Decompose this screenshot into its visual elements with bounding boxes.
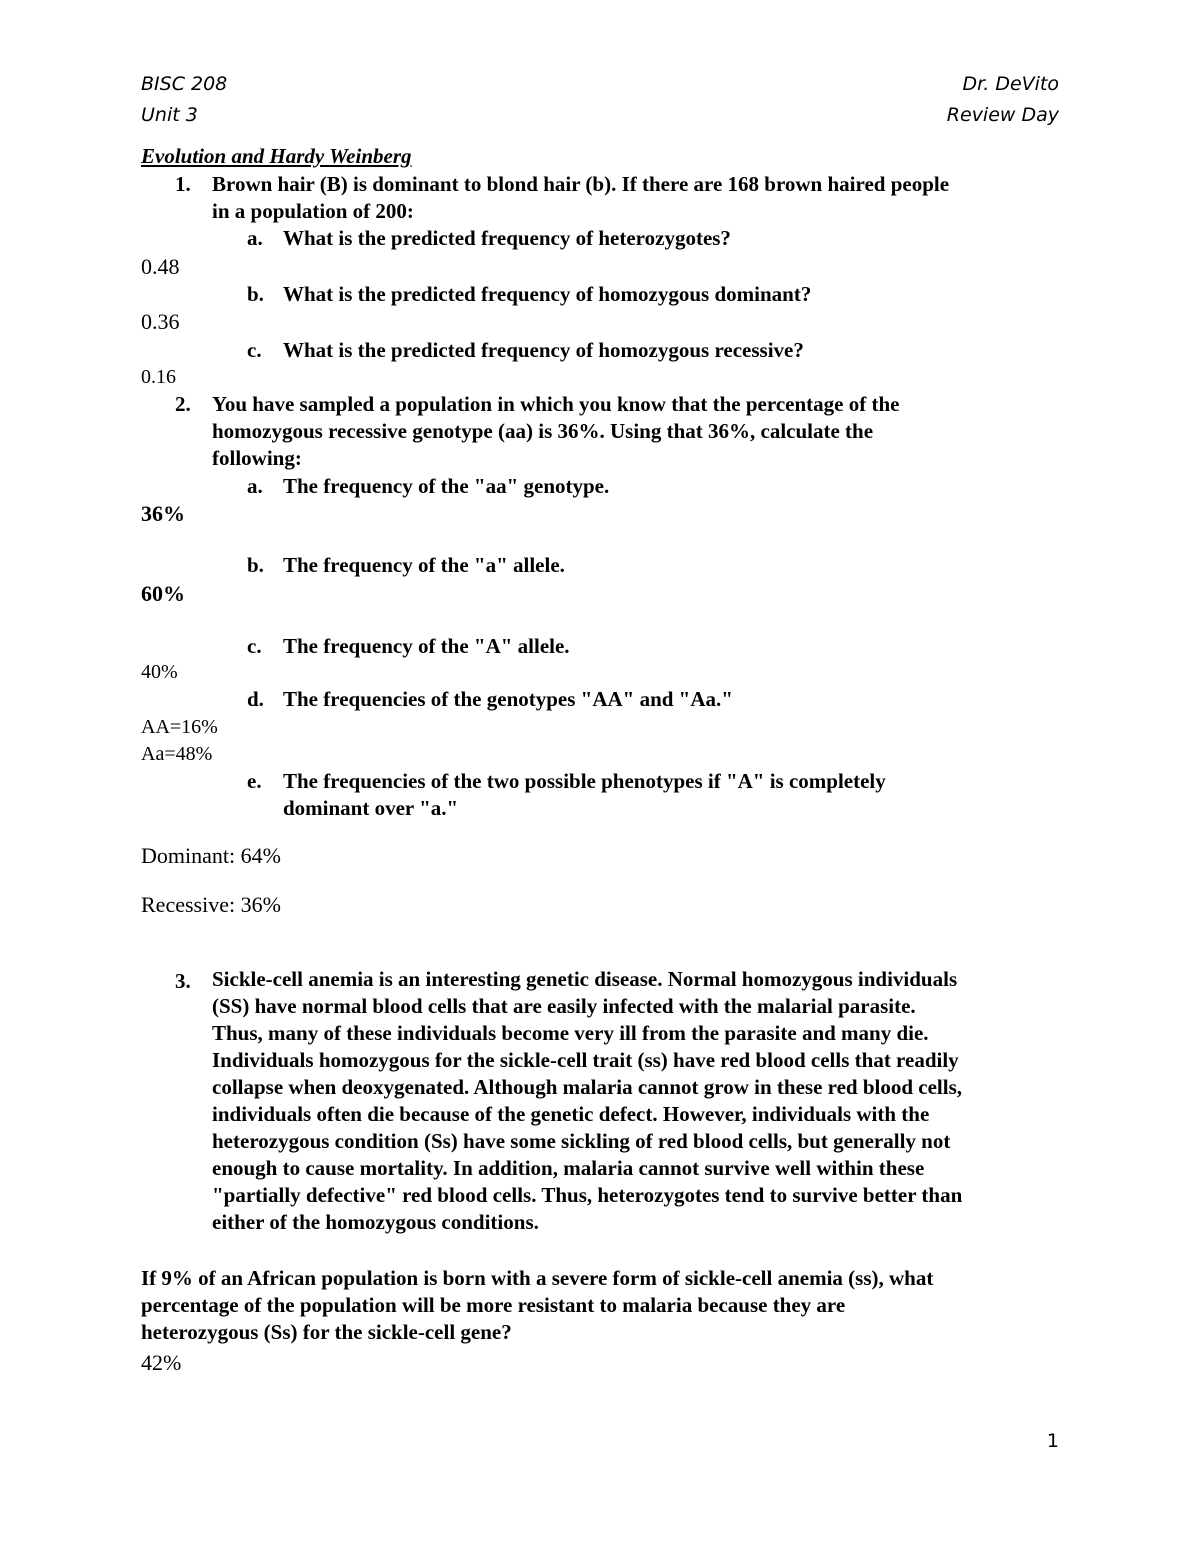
q2d-answer-aa: AA=16% — [141, 716, 218, 738]
q1c-letter: c. — [247, 338, 262, 362]
q2a-text: The frequency of the "aa" genotype. — [283, 474, 610, 498]
q2e-text-line1: The frequencies of the two possible phenotypes if "A" is completely — [283, 769, 886, 793]
q1b-answer: 0.36 — [141, 309, 180, 334]
question-3-paragraph — [212, 966, 1082, 1236]
page-number: 1 — [1046, 1430, 1059, 1452]
question-3-followup — [141, 1265, 1071, 1346]
q1a-answer: 0.48 — [141, 254, 180, 279]
unit-label: Unit 3 — [141, 104, 198, 126]
q2d-letter: d. — [247, 687, 264, 711]
q2b-answer: 60% — [141, 581, 185, 606]
q1b-letter: b. — [247, 282, 264, 306]
q3-followup-line: heterozygous (Ss) for the sickle-cell gene? — [141, 1320, 512, 1344]
q3-line: "partially defective" red blood cells. Thus, heterozygotes tend to survive better than — [212, 1183, 963, 1207]
question-2-text-line1: You have sampled a population in which you know that the percentage of the — [212, 392, 900, 416]
q1b-text: What is the predicted frequency of homozygous dominant? — [283, 282, 812, 306]
q2c-answer: 40% — [141, 661, 178, 683]
q2a-answer: 36% — [141, 501, 185, 526]
q3-line: enough to cause mortality. In addition, malaria cannot survive well within these — [212, 1156, 925, 1180]
q2b-letter: b. — [247, 553, 264, 577]
q3-line: collapse when deoxygenated. Although malaria cannot grow in these red blood cells, — [212, 1075, 963, 1099]
q2e-letter: e. — [247, 769, 262, 793]
q1c-text: What is the predicted frequency of homozygous recessive? — [283, 338, 804, 362]
q1c-answer: 0.16 — [141, 366, 176, 388]
q2c-text: The frequency of the "A" allele. — [283, 634, 570, 658]
q2e-answer-recessive: Recessive: 36% — [141, 892, 281, 917]
question-2-number: 2. — [175, 392, 191, 416]
q3-line: individuals often die because of the genetic defect. However, individuals with the — [212, 1102, 930, 1126]
q3-followup-line: percentage of the population will be more resistant to malaria because they are — [141, 1293, 846, 1317]
review-day-label: Review Day — [946, 104, 1059, 126]
q3-line: Sickle-cell anemia is an interesting genetic disease. Normal homozygous individuals — [212, 967, 958, 991]
q2d-text: The frequencies of the genotypes "AA" and "Aa." — [283, 687, 733, 711]
course-code: BISC 208 — [141, 73, 228, 95]
q3-answer: 42% — [141, 1350, 182, 1375]
q2c-letter: c. — [247, 634, 262, 658]
q3-line: (SS) have normal blood cells that are easily infected with the malarial parasite. — [212, 994, 916, 1018]
q1a-text: What is the predicted frequency of heterozygotes? — [283, 226, 731, 250]
q2e-answer-dominant: Dominant: 64% — [141, 843, 281, 868]
q1a-letter: a. — [247, 226, 263, 250]
question-1-text-line1: Brown hair (B) is dominant to blond hair (b). If there are 168 brown haired people — [212, 172, 950, 196]
q3-line: Thus, many of these individuals become very ill from the parasite and many die. — [212, 1021, 929, 1045]
section-title: Evolution and Hardy Weinberg — [141, 144, 412, 168]
question-1-text-line2: in a population of 200: — [212, 199, 414, 223]
question-1-number: 1. — [175, 172, 191, 196]
q3-line: Individuals homozygous for the sickle-cell trait (ss) have red blood cells that readily — [212, 1048, 959, 1072]
q2d-answer-aa-het: Aa=48% — [141, 743, 213, 765]
q2b-text: The frequency of the "a" allele. — [283, 553, 565, 577]
q3-line: heterozygous condition (Ss) have some sickling of red blood cells, but generally not — [212, 1129, 951, 1153]
question-2-text-line3: following: — [212, 446, 302, 470]
q3-line: either of the homozygous conditions. — [212, 1210, 539, 1234]
q2e-text-line2: dominant over "a." — [283, 796, 459, 820]
question-3-number: 3. — [175, 969, 191, 993]
q2a-letter: a. — [247, 474, 263, 498]
q3-followup-line: If 9% of an African population is born with a severe form of sickle-cell anemia (ss), what — [141, 1266, 934, 1290]
instructor-name: Dr. DeVito — [962, 73, 1059, 95]
question-2-text-line2: homozygous recessive genotype (aa) is 36%. Using that 36%, calculate the — [212, 419, 874, 443]
